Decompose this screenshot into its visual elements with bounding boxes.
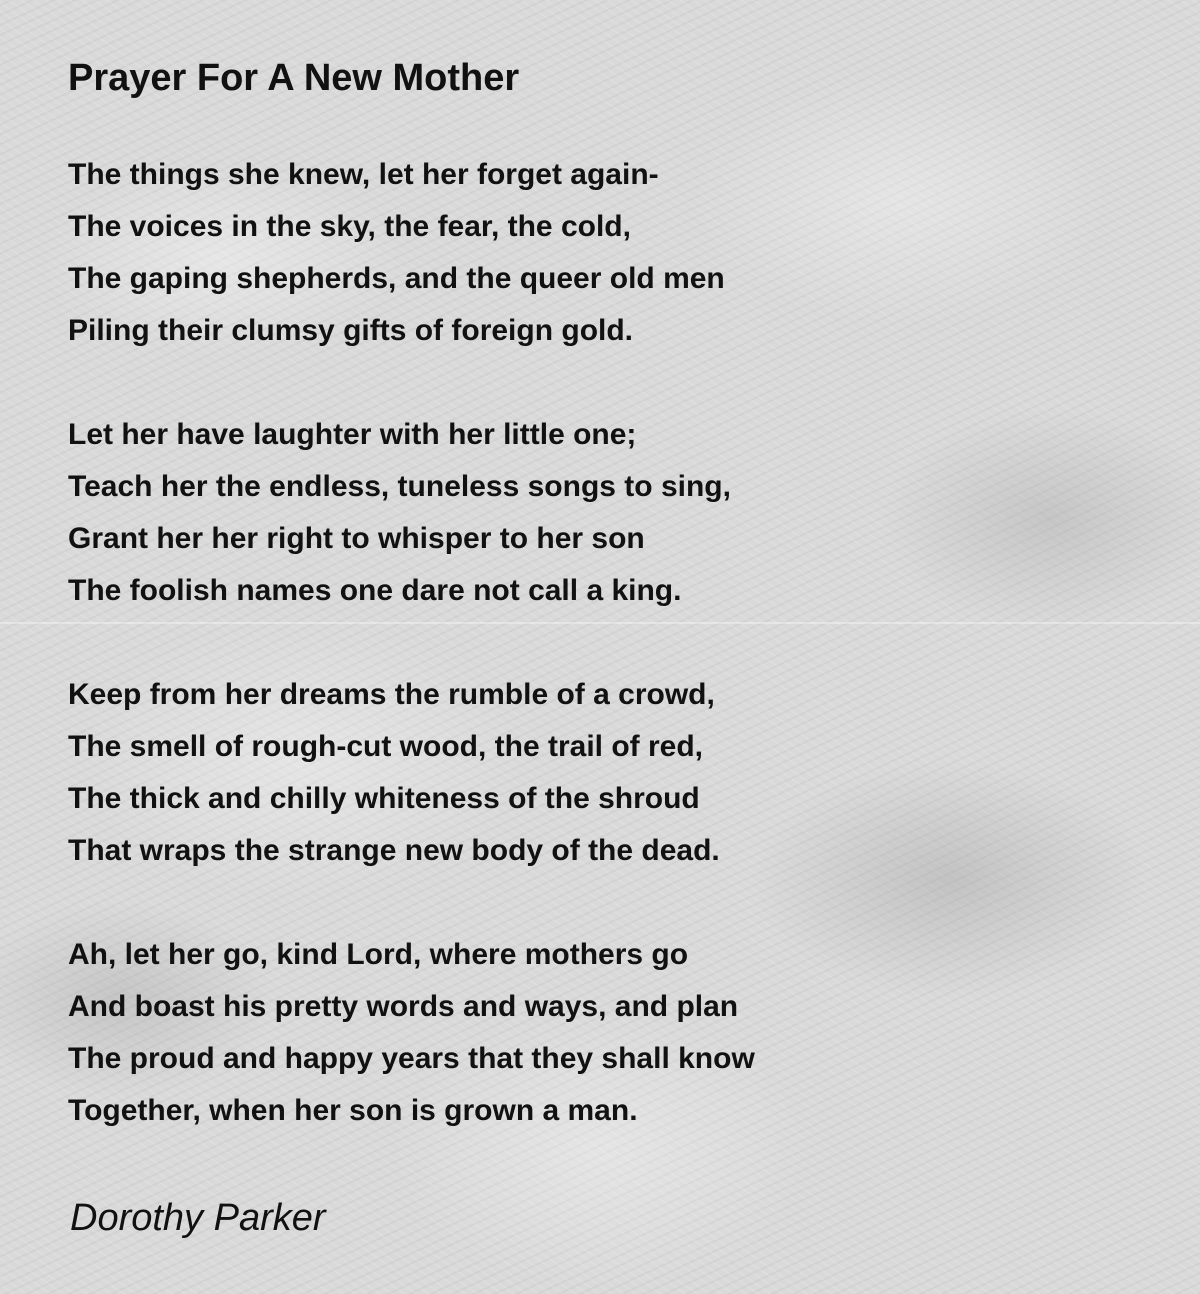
poem-line: Piling their clumsy gifts of foreign gold. xyxy=(68,314,634,347)
stanza-1 xyxy=(68,149,725,357)
poem-line: Grant her her right to whisper to her son xyxy=(68,522,645,555)
poem-line: The things she knew, let her forget again- xyxy=(68,158,659,191)
poem-line: The voices in the sky, the fear, the cold, xyxy=(68,210,631,243)
poem-line: The foolish names one dare not call a king. xyxy=(68,574,682,607)
poem-title: Prayer For A New Mother xyxy=(68,57,520,99)
poem-line: Teach her the endless, tuneless songs to sing, xyxy=(68,470,731,503)
stanza-3 xyxy=(68,669,720,877)
background-seam xyxy=(0,622,1200,624)
poem-line: The smell of rough-cut wood, the trail of red, xyxy=(68,730,704,763)
poem-line: The gaping shepherds, and the queer old men xyxy=(68,262,725,295)
poem-line: That wraps the strange new body of the dead. xyxy=(68,834,720,867)
stanza-2 xyxy=(68,409,731,617)
poem-author: Dorothy Parker xyxy=(70,1197,326,1239)
poem-line: Together, when her son is grown a man. xyxy=(68,1094,638,1127)
poem-line: Ah, let her go, kind Lord, where mothers go xyxy=(68,938,689,971)
poem-line: Let her have laughter with her little one; xyxy=(68,418,637,451)
poem-line: Keep from her dreams the rumble of a crowd, xyxy=(68,678,715,711)
poem-line: The thick and chilly whiteness of the shroud xyxy=(68,782,700,815)
poem-line: The proud and happy years that they shall know xyxy=(68,1042,755,1075)
stanza-4 xyxy=(68,929,755,1137)
poem-line: And boast his pretty words and ways, and plan xyxy=(68,990,739,1023)
